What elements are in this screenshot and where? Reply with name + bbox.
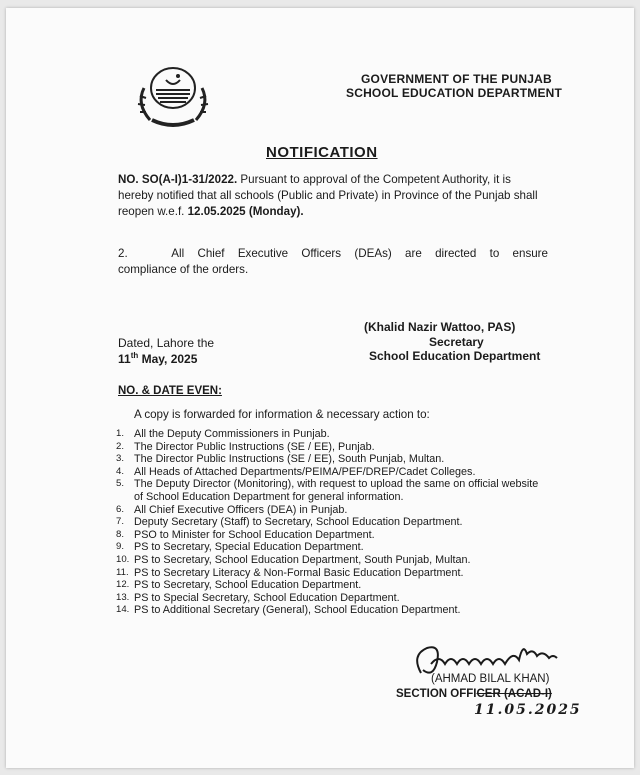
list-item bbox=[116, 516, 546, 529]
list-item bbox=[116, 441, 546, 454]
list-item-text: Deputy Secretary (Staff) to Secretary, School Education Department. bbox=[134, 516, 463, 529]
list-item-text: All Chief Executive Officers (DEA) in Punjab. bbox=[134, 503, 348, 516]
list-item-number: 8. bbox=[116, 528, 125, 540]
list-item-text: PS to Secretary, Special Education Department. bbox=[134, 541, 364, 554]
issue-date-day: 11 bbox=[118, 352, 131, 366]
list-item-number: 2. bbox=[116, 440, 125, 452]
list-item-text: All Heads of Attached Departments/PEIMA/PEF/DREP/Cadet Colleges. bbox=[134, 465, 476, 478]
issue-date-rest: May, 2025 bbox=[138, 352, 198, 366]
page-title: NOTIFICATION bbox=[266, 144, 378, 161]
distribution-list bbox=[116, 428, 546, 617]
handwritten-date: 11.05.2025 bbox=[474, 702, 582, 718]
department-heading: SCHOOL EDUCATION DEPARTMENT bbox=[346, 86, 563, 100]
paragraph-2-word: to bbox=[489, 247, 500, 260]
reopen-date: 12.05.2025 (Monday). bbox=[187, 205, 304, 218]
list-item bbox=[116, 604, 546, 617]
list-item-text: All the Deputy Commissioners in Punjab. bbox=[134, 428, 330, 440]
list-item-text: PS to Special Secretary, School Education Department. bbox=[134, 591, 400, 604]
paragraph-2-word: All bbox=[171, 247, 185, 260]
signatory-designation: Secretary bbox=[429, 335, 484, 349]
list-item-number: 7. bbox=[116, 516, 125, 528]
list-item-text: The Director Public Instructions (SE / EE), Punjab. bbox=[134, 440, 375, 453]
paragraph-2-word: Executive bbox=[237, 247, 289, 260]
list-item bbox=[116, 453, 546, 466]
paragraph-2-word: Officers bbox=[301, 247, 342, 260]
paragraph-2-word: Chief bbox=[197, 247, 225, 260]
officer-title bbox=[396, 688, 552, 700]
list-item-number: 12. bbox=[116, 579, 130, 591]
list-item-text: PS to Secretary, School Education Department. bbox=[134, 579, 362, 592]
list-item bbox=[116, 541, 546, 554]
list-item-number: 4. bbox=[116, 465, 125, 477]
reference-number: NO. SO(A-I)1-31/2022. bbox=[118, 173, 238, 186]
list-item-number: 6. bbox=[116, 503, 125, 515]
paragraph-2-word: directed bbox=[435, 247, 477, 260]
list-item-number: 9. bbox=[116, 541, 125, 553]
notification-page bbox=[6, 8, 634, 768]
notification-paragraph-1 bbox=[118, 172, 548, 220]
signatory-name: (Khalid Nazir Wattoo, PAS) bbox=[364, 320, 516, 334]
list-item bbox=[116, 592, 546, 605]
officer-name: (AHMAD BILAL KHAN) bbox=[431, 673, 550, 685]
paragraph-1-text: Pursuant to approval of the Competent Authority, it is hereby notified that all schools (Public and Private) in Province of the Punjab shall reopen w.e.f. bbox=[118, 173, 538, 218]
list-item bbox=[116, 567, 546, 580]
dated-label: Dated, Lahore the bbox=[118, 336, 215, 350]
list-item bbox=[116, 554, 546, 567]
list-item-text: PSO to Minister for School Education Department. bbox=[134, 528, 375, 541]
issue-date bbox=[118, 351, 197, 366]
list-item-number: 14. bbox=[116, 604, 130, 616]
officer-title-struck: CER (ACAD-I) bbox=[476, 688, 552, 700]
paragraph-number: 2. bbox=[118, 247, 128, 260]
list-item bbox=[116, 428, 546, 441]
list-item-number: 5. bbox=[116, 478, 125, 490]
issue-date-suffix: th bbox=[130, 351, 139, 360]
paragraph-2-word: ensure bbox=[512, 247, 548, 260]
list-item-text: The Deputy Director (Monitoring), with request to upload the same on official website of School Education Department for general information. bbox=[134, 478, 539, 503]
list-item bbox=[116, 504, 546, 517]
list-item-text: The Director Public Instructions (SE / EE), South Punjab, Multan. bbox=[134, 453, 445, 466]
even-heading: NO. & DATE EVEN: bbox=[118, 385, 222, 397]
list-item bbox=[116, 478, 546, 503]
list-item-text: PS to Additional Secretary (General), School Education Department. bbox=[134, 604, 461, 617]
list-item-number: 10. bbox=[116, 553, 130, 565]
paragraph-2-word: (DEAs) bbox=[354, 247, 392, 260]
notification-paragraph-2 bbox=[118, 246, 548, 278]
list-item bbox=[116, 529, 546, 542]
list-item-number: 13. bbox=[116, 591, 130, 603]
officer-title-text: SECTION OFFI bbox=[396, 688, 477, 700]
punjab-emblem-icon bbox=[126, 60, 221, 135]
list-item bbox=[116, 579, 546, 592]
paragraph-2-word: are bbox=[405, 247, 422, 260]
list-item-text: PS to Secretary, School Education Department, South Punjab, Multan. bbox=[134, 553, 471, 566]
government-heading: GOVERNMENT OF THE PUNJAB bbox=[361, 72, 552, 86]
list-item-number: 11. bbox=[116, 566, 129, 578]
signatory-department: School Education Department bbox=[369, 349, 541, 363]
list-item-text: PS to Secretary Literacy & Non-Formal Basic Education Department. bbox=[134, 566, 464, 579]
paragraph-2-line-2: compliance of the orders. bbox=[118, 263, 249, 276]
forwarding-intro: A copy is forwarded for information & necessary action to: bbox=[134, 408, 430, 421]
list-item-number: 1. bbox=[116, 428, 125, 439]
list-item bbox=[116, 466, 546, 479]
list-item-number: 3. bbox=[116, 453, 125, 465]
